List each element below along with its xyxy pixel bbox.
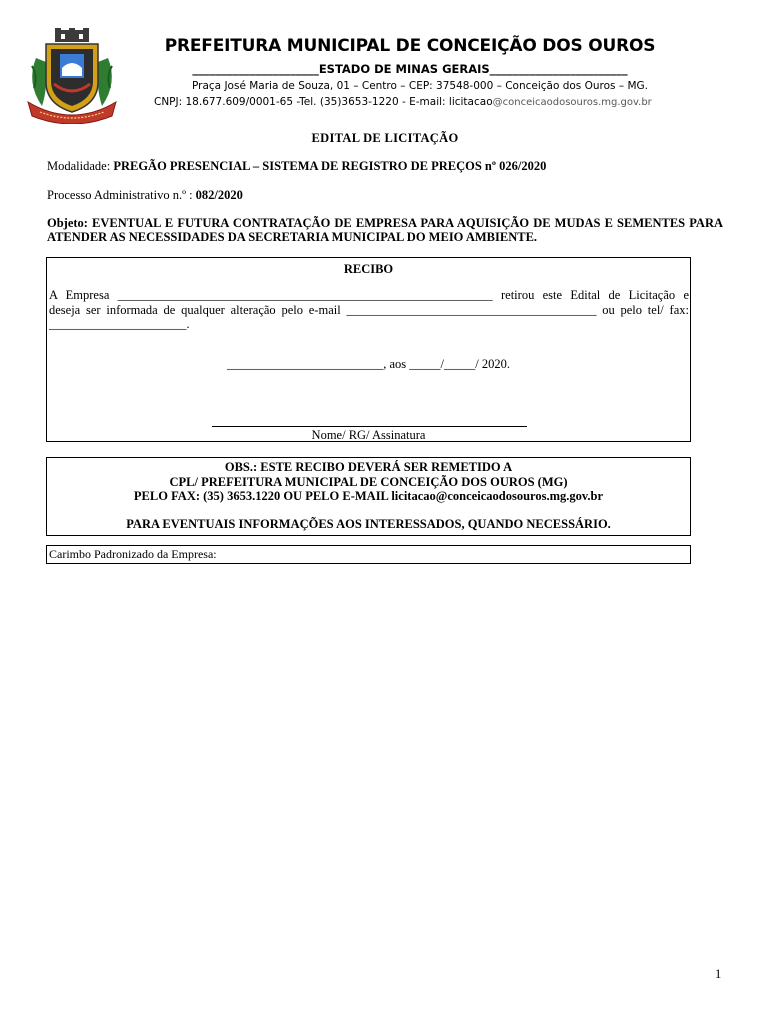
- email-domain: @conceicaodosouros.mg.gov.br: [492, 97, 652, 108]
- obs-box: [46, 457, 691, 536]
- recibo-title: RECIBO: [343, 262, 394, 276]
- recibo-date-line: _________________________, aos _____/_____/ 2020.: [227, 357, 510, 371]
- obs-line-3: PELO FAX: (35) 3653.1220 OU PELO E-MAIL licitacao@conceicaodosouros.mg.gov.br: [133, 489, 604, 503]
- recibo-text: [49, 288, 689, 332]
- cnpj-contact-line: [154, 96, 652, 108]
- modalidade-line: [47, 159, 546, 174]
- page-number: 1: [715, 967, 722, 981]
- carimbo-label: Carimbo Padronizado da Empresa:: [49, 547, 217, 561]
- processo-value: 082/2020: [195, 188, 243, 202]
- municipality-title: PREFEITURA MUNICIPAL DE CONCEIÇÃO DOS OUROS: [164, 36, 656, 56]
- obs-line-2: CPL/ PREFEITURA MUNICIPAL DE CONCEIÇÃO DOS OUROS (MG): [169, 474, 568, 489]
- cnpj-text: CNPJ: 18.677.609/0001-65 -Tel. (35)3653-1220 - E-mail: licitacao: [154, 96, 493, 108]
- recibo-line-2: deseja ser informada de qualquer alteração pelo e-mail ________________________________________ ou pelo tel/ fax:: [49, 302, 689, 317]
- municipal-coat-of-arms-icon: [22, 28, 122, 124]
- processo-line: [47, 188, 243, 203]
- carimbo-box: [46, 545, 691, 564]
- recibo-line-3: ______________________.: [49, 317, 190, 331]
- signature-line: [212, 426, 527, 427]
- obs-line-1: OBS.: ESTE RECIBO DEVERÁ SER REMETIDO A: [224, 460, 513, 474]
- modalidade-label: Modalidade:: [47, 159, 114, 173]
- signature-label: Nome/ RG/ Assinatura: [311, 428, 426, 442]
- processo-label: Processo Administrativo n.º :: [47, 188, 196, 202]
- recibo-line-1: A Empresa ____________________________________________________________ retirou este Edital de Licitação e: [49, 288, 689, 302]
- state-line: ______________________ESTADO DE MINAS GERAIS________________________: [192, 62, 628, 76]
- address-line: Praça José Maria de Souza, 01 – Centro – CEP: 37548-000 – Conceição dos Ouros – MG.: [192, 80, 648, 92]
- document-title: EDITAL DE LICITAÇÃO: [311, 131, 459, 145]
- recibo-box: [46, 257, 691, 442]
- objeto-text: Objeto: EVENTUAL E FUTURA CONTRATAÇÃO DE EMPRESA PARA AQUISIÇÃO DE MUDAS E SEMENTES PARA ATENDER AS NECESSIDADES DA SECRETARIA MUNICIPAL DO MEIO AMBIENTE.: [47, 216, 723, 244]
- obs-line-4: PARA EVENTUAIS INFORMAÇÕES AOS INTERESSADOS, QUANDO NECESSÁRIO.: [126, 516, 611, 531]
- modalidade-value: PREGÃO PRESENCIAL – SISTEMA DE REGISTRO DE PREÇOS nº 026/2020: [113, 159, 547, 173]
